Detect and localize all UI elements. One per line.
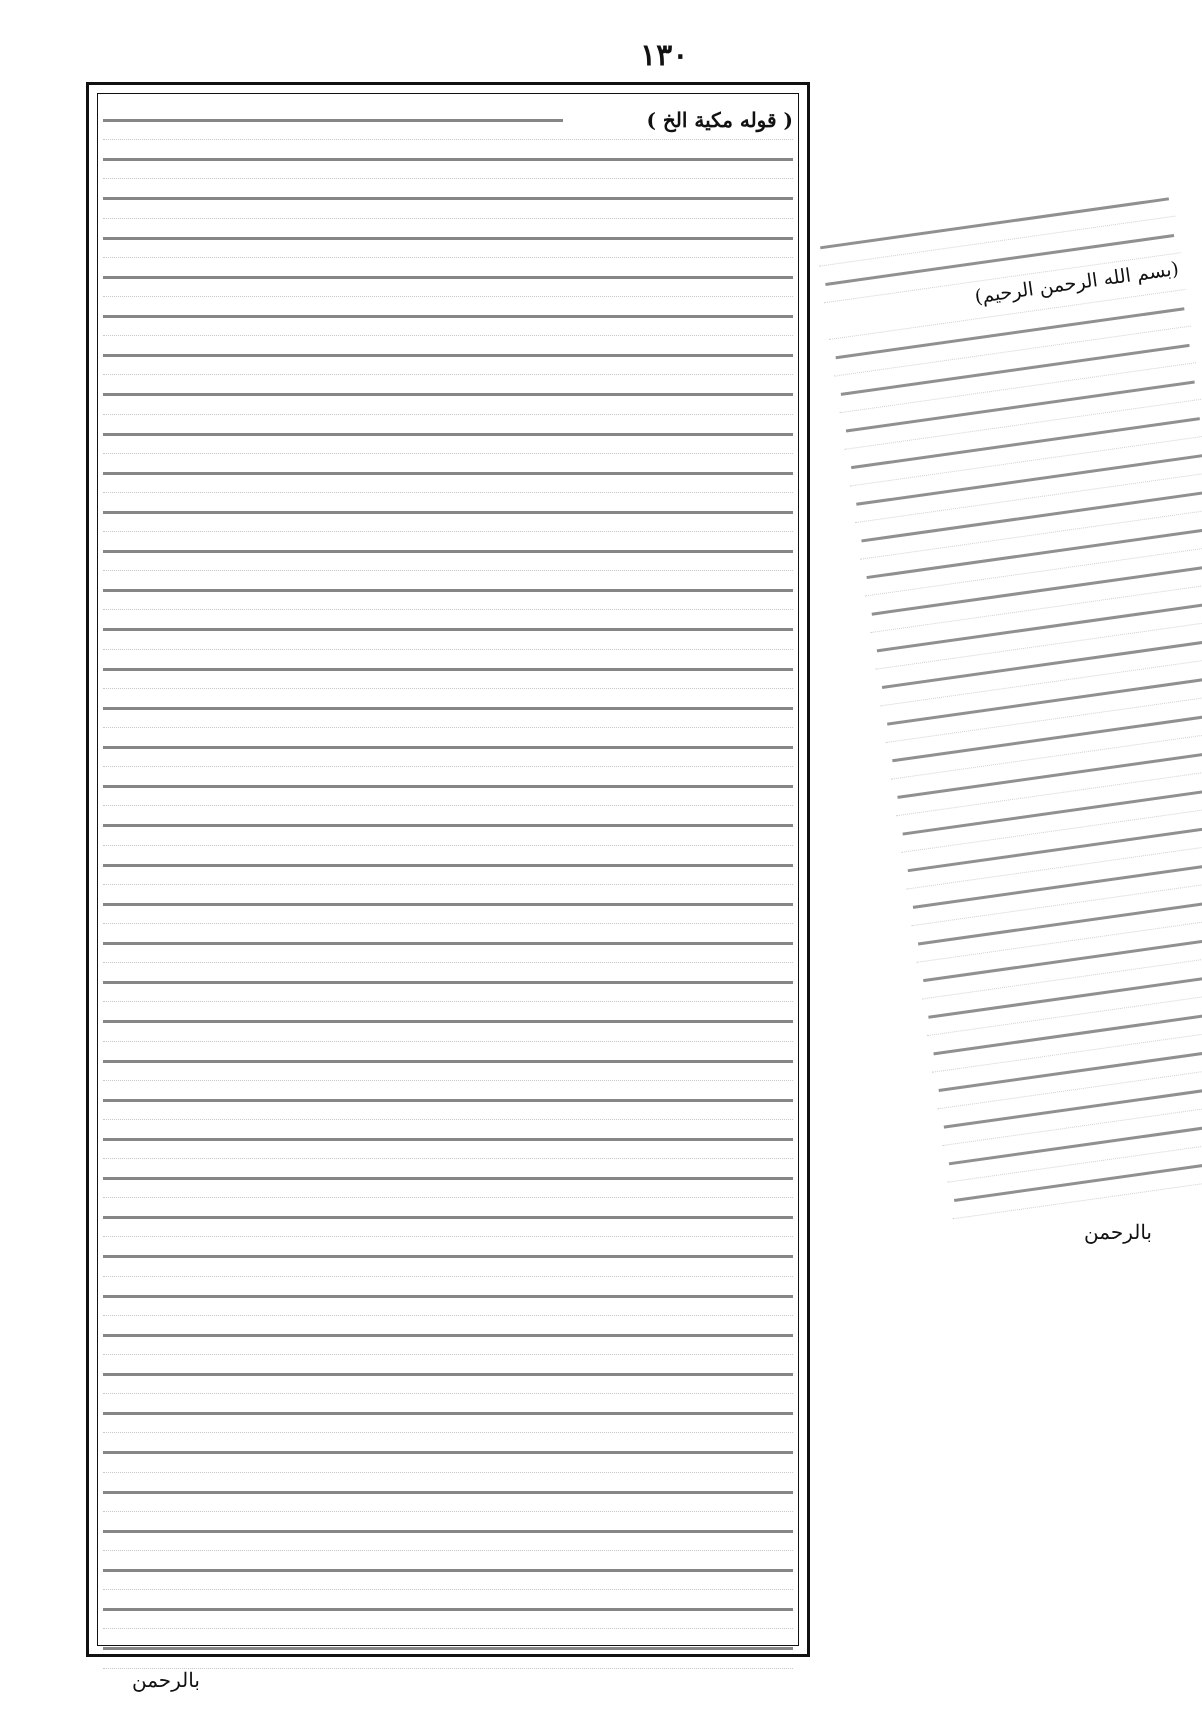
commentary-line <box>103 1120 793 1159</box>
main-text-frame <box>86 82 810 1657</box>
illegible-text-rule <box>103 197 793 200</box>
illegible-text-rule <box>103 511 793 514</box>
illegible-text-rule <box>103 1334 793 1337</box>
commentary-line <box>103 846 793 885</box>
illegible-text-rule <box>103 628 793 631</box>
marginal-gloss <box>812 205 1181 1244</box>
illegible-text-rule <box>103 1569 793 1572</box>
commentary-line <box>103 258 793 297</box>
commentary-line <box>103 767 793 806</box>
commentary-line <box>103 885 793 924</box>
illegible-text-rule <box>103 1216 793 1219</box>
illegible-text-rule <box>103 472 793 475</box>
illegible-text-rule <box>103 864 793 867</box>
illegible-text-rule <box>103 1412 793 1415</box>
commentary-line <box>103 219 793 258</box>
illegible-text-rule <box>103 158 793 161</box>
illegible-text-rule <box>103 276 793 279</box>
commentary-line <box>103 924 793 963</box>
illegible-text-rule <box>103 237 793 240</box>
illegible-text-rule <box>103 1295 793 1298</box>
commentary-line <box>103 1551 793 1590</box>
commentary-line <box>103 806 793 845</box>
page-number: ١٣٠ <box>640 38 689 73</box>
commentary-line <box>103 1629 793 1668</box>
commentary-line <box>103 101 793 140</box>
commentary-line <box>103 493 793 532</box>
commentary-line <box>103 1590 793 1629</box>
illegible-text-rule <box>103 1451 793 1454</box>
margin-catchword: بالرحمن <box>1084 1220 1152 1244</box>
marginal-gloss-lines <box>814 180 1202 1219</box>
illegible-text-rule <box>103 1608 793 1611</box>
commentary-body <box>103 101 793 1638</box>
illegible-text-rule <box>103 1099 793 1102</box>
commentary-line <box>103 963 793 1002</box>
illegible-text-rule <box>103 1060 793 1063</box>
illegible-text-rule <box>103 550 793 553</box>
illegible-text-rule <box>103 942 793 945</box>
illegible-text-rule <box>103 1647 793 1650</box>
commentary-line <box>103 650 793 689</box>
commentary-line <box>103 1355 793 1394</box>
illegible-text-rule <box>103 903 793 906</box>
commentary-line <box>103 297 793 336</box>
commentary-line <box>103 1394 793 1433</box>
illegible-text-rule <box>103 1373 793 1376</box>
commentary-line-text: ( قوله مكية الخ ) <box>646 108 793 132</box>
commentary-line <box>103 415 793 454</box>
margin-line-text: (بسم الله الرحمن الرحيم) <box>973 257 1181 309</box>
commentary-line <box>103 454 793 493</box>
commentary-line <box>103 1081 793 1120</box>
commentary-line <box>103 140 793 179</box>
catchword: بالرحمن <box>132 1668 200 1692</box>
commentary-line <box>103 375 793 414</box>
illegible-text-rule <box>103 433 793 436</box>
illegible-text-rule <box>103 1020 793 1023</box>
commentary-line <box>103 1316 793 1355</box>
commentary-line <box>103 689 793 728</box>
illegible-text-rule <box>103 668 793 671</box>
illegible-text-rule <box>103 119 563 122</box>
commentary-line <box>103 1042 793 1081</box>
commentary-line <box>103 179 793 218</box>
commentary-line <box>103 1159 793 1198</box>
commentary-line <box>103 1512 793 1551</box>
commentary-line <box>103 1002 793 1041</box>
illegible-text-rule <box>103 785 793 788</box>
illegible-text-rule <box>103 981 793 984</box>
commentary-line <box>103 571 793 610</box>
commentary-line <box>103 532 793 571</box>
commentary-line <box>103 1277 793 1316</box>
illegible-text-rule <box>103 1177 793 1180</box>
illegible-text-rule <box>103 315 793 318</box>
illegible-text-rule <box>103 824 793 827</box>
illegible-text-rule <box>103 354 793 357</box>
illegible-text-rule <box>103 1530 793 1533</box>
commentary-line <box>103 610 793 649</box>
commentary-line <box>103 1473 793 1512</box>
illegible-text-rule <box>103 1255 793 1258</box>
illegible-text-rule <box>103 1138 793 1141</box>
commentary-line <box>103 1198 793 1237</box>
commentary-line <box>103 1433 793 1472</box>
illegible-text-rule <box>103 1491 793 1494</box>
illegible-text-rule <box>103 393 793 396</box>
commentary-line <box>103 728 793 767</box>
illegible-text-rule <box>103 746 793 749</box>
commentary-line <box>103 336 793 375</box>
illegible-text-rule <box>103 589 793 592</box>
commentary-line <box>103 1237 793 1276</box>
illegible-text-rule <box>103 707 793 710</box>
